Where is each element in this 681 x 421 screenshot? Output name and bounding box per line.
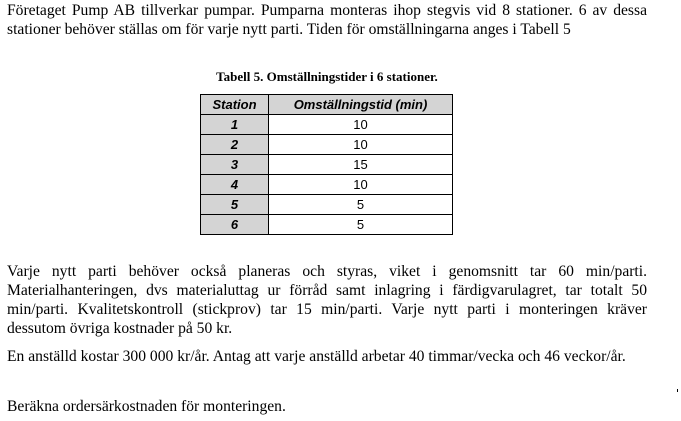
time-cell: 10	[269, 115, 453, 135]
station-cell: 6	[201, 215, 269, 235]
planning-paragraph: Varje nytt parti behöver också planeras och styras, viket i genomsnitt tar 60 min/parti. Materialhanteringen, dvs materialuttag ur förråd samt inlagring i färdigvarulagret, tar totalt 50 min/parti. Kvalitetskontroll (stickprov) tar 15 min/parti. Varje nytt parti i monteringen kräver dessutom övriga kostnader på 50 kr.	[7, 263, 647, 337]
time-cell: 5	[269, 195, 453, 215]
column-header-station: Station	[201, 95, 269, 115]
employee-cost-paragraph: En anställd kostar 300 000 kr/år. Antag att varje anställd arbetar 40 timmar/vecka och 46 veckor/år.	[7, 348, 626, 365]
time-cell: 10	[269, 175, 453, 195]
task-paragraph: Beräkna ordersärkostnaden för monteringen.	[7, 398, 286, 415]
station-cell: 1	[201, 115, 269, 135]
table-row	[201, 155, 453, 175]
station-cell: 3	[201, 155, 269, 175]
station-cell: 2	[201, 135, 269, 155]
edge-mark	[677, 389, 678, 392]
column-header-changeover-time: Omställningstid (min)	[269, 95, 453, 115]
station-cell: 5	[201, 195, 269, 215]
station-cell: 4	[201, 175, 269, 195]
table-row	[201, 175, 453, 195]
table-header-row	[201, 95, 453, 115]
intro-paragraph: Företaget Pump AB tillverkar pumpar. Pumparna monteras ihop stegvis vid 8 stationer. 6 av dessa stationer behöver ställas om för varje nytt parti. Tiden för omställningarna anges i Tabell 5	[7, 2, 647, 38]
table-row	[201, 135, 453, 155]
time-cell: 10	[269, 135, 453, 155]
changeover-times-table	[200, 94, 453, 235]
table-caption: Tabell 5. Omställningstider i 6 stationer.	[216, 69, 438, 84]
table-row	[201, 215, 453, 235]
table-row	[201, 195, 453, 215]
table-row	[201, 115, 453, 135]
time-cell: 5	[269, 215, 453, 235]
time-cell: 15	[269, 155, 453, 175]
